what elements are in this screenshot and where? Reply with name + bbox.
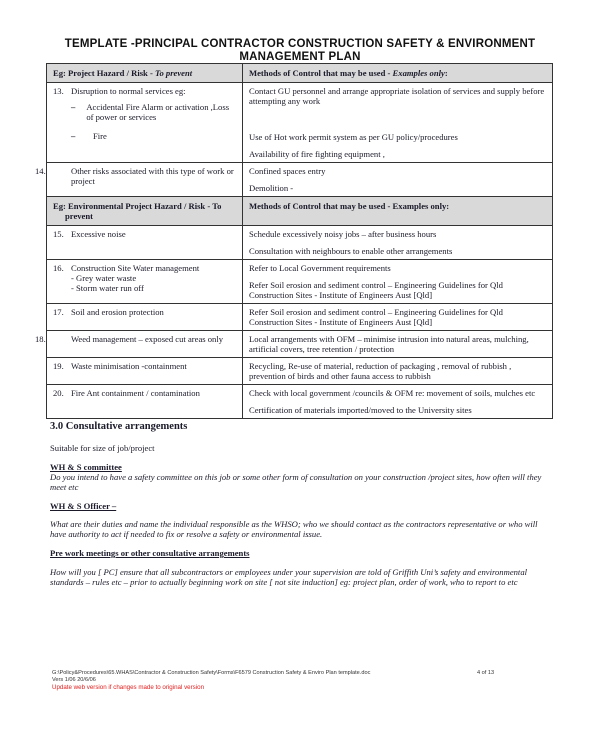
control-text: Demolition - xyxy=(249,183,294,193)
control-cell xyxy=(243,163,553,197)
prework-text: How will you [ PC] ensure that all subcontractors or employees under your supervision are told of Griffith Uni’s safety and environmental standards – rules etc – prior to actually beginning work on site [ not site induction] eg: project plan, order of work, who to report to etc xyxy=(50,567,527,587)
section-intro: Suitable for size of job/project xyxy=(50,443,155,453)
dash-bullet-icon: – xyxy=(71,102,76,112)
bullet-item xyxy=(53,131,236,141)
header-control-label: Methods of Control that may be used - xyxy=(249,68,393,78)
control-text: Contact GU personnel and arrange appropriate isolation of services and supply before attempting any work xyxy=(249,86,545,106)
control-cell xyxy=(243,331,553,358)
row-number: 18. xyxy=(35,334,46,344)
officer-text: What are their duties and name the individual responsible as the WHSO; who we should contact as the contractors representative or who will have authority to act if needed to fix or resolve a safety or environmental issue. xyxy=(50,519,538,539)
table-header-environmental xyxy=(47,197,553,226)
control-text: Local arrangements with OFM – minimise intrusion into natural areas, mulching, artificial covers, tree retention / protection xyxy=(249,334,529,354)
officer-heading: WH & S Officer – xyxy=(50,501,117,511)
header-env-control-label: Methods of Control that may be used - Examples only: xyxy=(249,201,450,211)
hazard-text: Soil and erosion protection xyxy=(71,307,164,317)
table-row xyxy=(47,163,553,197)
committee-text: Do you intend to have a safety committee on this job or some other form of consultation on your construction /project sites, how often will they meet etc xyxy=(50,472,542,492)
control-text: Confined spaces entry xyxy=(249,166,326,176)
header-control-colon: : xyxy=(444,68,448,78)
control-cell xyxy=(243,226,553,260)
hazard-cell xyxy=(47,83,243,163)
control-cell xyxy=(243,304,553,331)
sub-item: - Grey water waste xyxy=(71,273,137,283)
bullet-text: Accidental Fire Alarm or activation ,Loss of power or services xyxy=(86,102,230,122)
table-row xyxy=(47,331,553,358)
control-text: Certification of materials imported/moved to the University sites xyxy=(249,405,472,415)
section-heading: 3.0 Consultative arrangements xyxy=(50,421,188,432)
table-row xyxy=(47,226,553,260)
control-cell xyxy=(243,260,553,304)
hazard-cell xyxy=(47,260,243,304)
header-control-italic: Examples only xyxy=(392,68,445,78)
hazard-cell xyxy=(35,331,243,358)
table-row xyxy=(47,83,553,163)
prework-heading: Pre work meetings or other consultative arrangements xyxy=(50,548,250,558)
bullet-text: Fire xyxy=(93,131,107,141)
table-row xyxy=(47,385,553,419)
row-number: 17. xyxy=(53,307,64,317)
header-hazard-cell xyxy=(47,197,243,226)
control-text: Recycling, Re-use of material, reduction of packaging , removal of rubbish , prevention of birds and other fauna access to rubbish xyxy=(249,361,512,381)
footer-file-path: G:\Policy&Procedures\65.WHAS\Contractor & Construction Safety\Forms\F6579 Construction Safety & Enviro Plan template.doc xyxy=(52,670,371,676)
table-header-project xyxy=(47,64,553,83)
hazard-cell xyxy=(35,163,243,197)
control-text: Consultation with neighbours to enable other arrangements xyxy=(249,246,453,256)
footer-version: Vers 1/06 20/6/06 xyxy=(52,677,96,683)
hazard-text: Fire Ant containment / contamination xyxy=(71,388,200,398)
hazard-cell xyxy=(47,358,243,385)
row-number: 16. xyxy=(53,263,64,273)
hazard-control-table xyxy=(35,63,553,419)
control-cell xyxy=(243,385,553,419)
header-hazard-cell xyxy=(47,64,243,83)
row-number: 14. xyxy=(35,166,46,176)
table-row xyxy=(47,358,553,385)
footer-update-notice: Update web version if changes made to original version xyxy=(52,684,205,691)
control-text: Check with local government /councils & OFM re: movement of soils, mulches etc xyxy=(249,388,536,398)
dash-bullet-icon: – xyxy=(71,131,76,141)
hazard-cell xyxy=(47,226,243,260)
header-hazard-label: Eg: Project Hazard / Risk - xyxy=(53,68,155,78)
hazard-text: Disruption to normal services eg: xyxy=(71,86,186,96)
sub-item: - Storm water run off xyxy=(71,283,144,293)
row-number: 20. xyxy=(53,388,64,398)
table-row xyxy=(47,260,553,304)
control-text: Refer Soil erosion and sediment control – Engineering Guidelines for Qld Construction Sites - Institute of Engineers Aust [Qld] xyxy=(249,280,503,300)
control-text: Refer to Local Government requirements xyxy=(249,263,391,273)
row-number: 15. xyxy=(53,229,64,239)
hazard-text: Other risks associated with this type of work or project xyxy=(71,166,234,186)
row-number: 19. xyxy=(53,361,64,371)
bullet-item xyxy=(53,102,236,122)
title-line-2: MANAGEMENT PLAN xyxy=(239,51,361,63)
table-row xyxy=(47,304,553,331)
control-text: Use of Hot work permit system as per GU policy/procedures xyxy=(249,132,458,142)
title-line-1: TEMPLATE -PRINCIPAL CONTRACTOR CONSTRUCTION SAFETY & ENVIRONMENT xyxy=(64,38,536,50)
hazard-text: Waste minimisation -containment xyxy=(71,361,187,371)
control-cell xyxy=(243,83,553,163)
header-hazard-italic: To prevent xyxy=(155,68,193,78)
hazard-text: Weed management – exposed cut areas only xyxy=(71,334,224,344)
control-text: Availability of fire fighting equipment , xyxy=(249,149,385,159)
header-env-hazard-label: Eg: Environmental Project Hazard / Risk - To prevent xyxy=(53,201,222,221)
hazard-cell xyxy=(47,385,243,419)
committee-heading: WH & S committee xyxy=(50,462,122,472)
header-control-cell xyxy=(243,64,553,83)
control-cell xyxy=(243,358,553,385)
row-number: 13. xyxy=(53,86,64,96)
page-number: 4 of 13 xyxy=(477,670,495,676)
control-text: Schedule excessively noisy jobs – after business hours xyxy=(249,229,437,239)
header-control-cell xyxy=(243,197,553,226)
document-title xyxy=(0,38,600,64)
hazard-text: Excessive noise xyxy=(71,229,126,239)
hazard-text: Construction Site Water management xyxy=(71,263,200,273)
hazard-cell xyxy=(47,304,243,331)
control-text: Refer Soil erosion and sediment control – Engineering Guidelines for Qld Construction Sites - Institute of Engineers Aust [Qld] xyxy=(249,307,503,327)
